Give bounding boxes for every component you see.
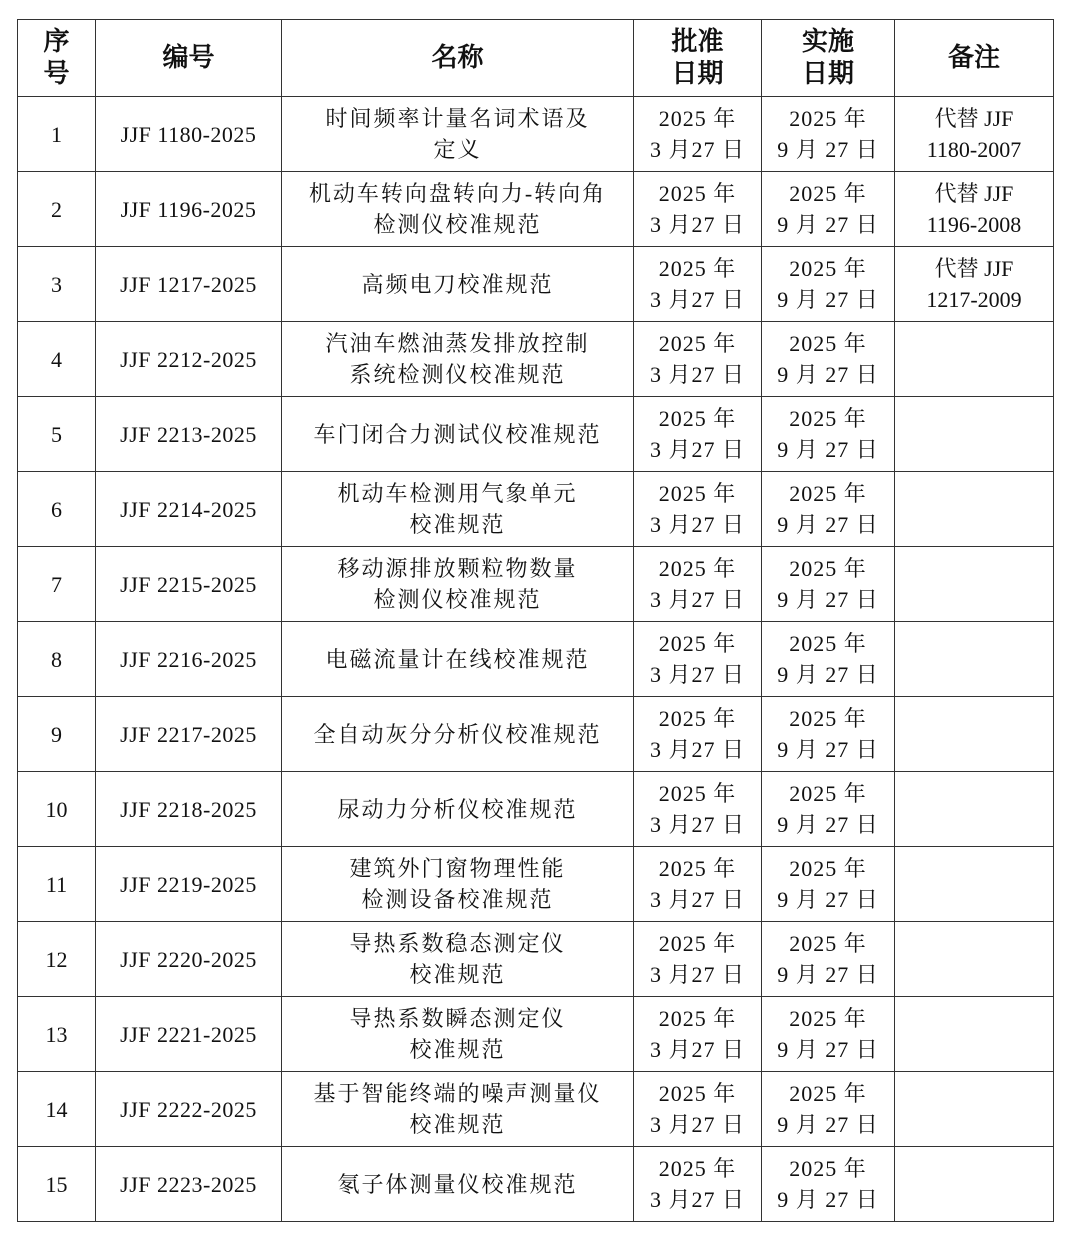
header-effective-line: 日期 xyxy=(801,59,854,89)
cell-effective-date-line: 2025 年 xyxy=(789,406,867,431)
cell-approval-date xyxy=(634,1147,762,1222)
cell-code: JJF 2221-2025 xyxy=(96,997,282,1072)
cell-effective-date xyxy=(762,1147,895,1222)
cell-effective-date-line: 9 月 27 日 xyxy=(777,437,879,462)
cell-approval-date xyxy=(634,922,762,997)
cell-code: JJF 2220-2025 xyxy=(96,922,282,997)
cell-approval-date-line: 3 月27 日 xyxy=(649,512,745,537)
cell-code: JJF 2219-2025 xyxy=(96,847,282,922)
cell-name xyxy=(282,472,634,547)
cell-seq: 7 xyxy=(18,547,96,622)
cell-approval-date-line: 3 月27 日 xyxy=(649,962,745,987)
cell-name xyxy=(282,997,634,1072)
cell-name-line: 校准规范 xyxy=(409,1112,506,1137)
cell-note xyxy=(895,1147,1054,1222)
cell-note-line: 代替 JJF xyxy=(934,181,1014,206)
table-row xyxy=(18,847,1054,922)
cell-effective-date-line: 2025 年 xyxy=(789,331,867,356)
cell-seq: 2 xyxy=(18,172,96,247)
cell-effective-date xyxy=(762,1072,895,1147)
cell-approval-date-line: 3 月27 日 xyxy=(649,887,745,912)
header-effective-line: 实施 xyxy=(801,27,854,57)
cell-effective-date xyxy=(762,922,895,997)
cell-effective-date xyxy=(762,772,895,847)
cell-name-line: 移动源排放颗粒物数量 xyxy=(337,556,578,581)
cell-effective-date-line: 9 月 27 日 xyxy=(777,1112,879,1137)
cell-note xyxy=(895,922,1054,997)
cell-name-line: 系统检测仪校准规范 xyxy=(349,362,566,387)
cell-approval-date xyxy=(634,172,762,247)
header-name-line: 名称 xyxy=(431,43,484,73)
table-row xyxy=(18,772,1054,847)
cell-effective-date-line: 2025 年 xyxy=(789,481,867,506)
cell-approval-date-line: 3 月27 日 xyxy=(649,1187,745,1212)
cell-note-line: 1217-2009 xyxy=(926,287,1022,312)
cell-effective-date-line: 2025 年 xyxy=(789,1081,867,1106)
cell-seq: 13 xyxy=(18,997,96,1072)
cell-note xyxy=(895,997,1054,1072)
cell-approval-date-line: 2025 年 xyxy=(658,106,737,131)
cell-name-line: 电磁流量计在线校准规范 xyxy=(325,646,590,672)
cell-effective-date-line: 9 月 27 日 xyxy=(777,587,879,612)
cell-effective-date-line: 9 月 27 日 xyxy=(777,512,879,537)
standards-table-container xyxy=(17,19,1054,1222)
table-row xyxy=(18,922,1054,997)
cell-effective-date xyxy=(762,472,895,547)
cell-effective-date-line: 9 月 27 日 xyxy=(777,887,879,912)
cell-code: JJF 2222-2025 xyxy=(96,1072,282,1147)
cell-effective-date-line: 2025 年 xyxy=(789,781,867,806)
cell-approval-date-line: 2025 年 xyxy=(658,556,737,581)
cell-note xyxy=(895,1072,1054,1147)
cell-effective-date-line: 9 月 27 日 xyxy=(777,212,879,237)
cell-name xyxy=(282,1072,634,1147)
cell-name xyxy=(282,622,634,697)
cell-approval-date xyxy=(634,547,762,622)
cell-effective-date-line: 9 月 27 日 xyxy=(777,737,879,762)
cell-approval-date-line: 2025 年 xyxy=(658,856,737,881)
cell-note xyxy=(895,97,1054,172)
cell-approval-date xyxy=(634,397,762,472)
cell-note-line: 代替 JJF xyxy=(934,256,1014,281)
cell-approval-date xyxy=(634,997,762,1072)
table-row xyxy=(18,697,1054,772)
cell-effective-date xyxy=(762,997,895,1072)
cell-note-line: 1180-2007 xyxy=(926,137,1022,162)
cell-effective-date-line: 2025 年 xyxy=(789,256,867,281)
cell-seq: 14 xyxy=(18,1072,96,1147)
cell-code: JJF 2215-2025 xyxy=(96,547,282,622)
cell-seq: 9 xyxy=(18,697,96,772)
table-row xyxy=(18,172,1054,247)
cell-seq: 6 xyxy=(18,472,96,547)
cell-approval-date-line: 3 月27 日 xyxy=(649,1037,745,1062)
cell-effective-date xyxy=(762,397,895,472)
cell-approval-date-line: 3 月27 日 xyxy=(649,437,745,462)
cell-effective-date-line: 9 月 27 日 xyxy=(777,662,879,687)
cell-note xyxy=(895,547,1054,622)
cell-effective-date-line: 2025 年 xyxy=(789,181,867,206)
cell-name xyxy=(282,397,634,472)
cell-approval-date-line: 2025 年 xyxy=(658,406,737,431)
cell-name-line: 校准规范 xyxy=(409,1037,506,1062)
cell-name xyxy=(282,97,634,172)
cell-name-line: 检测仪校准规范 xyxy=(373,587,542,612)
cell-effective-date-line: 9 月 27 日 xyxy=(777,812,879,837)
cell-code: JJF 2223-2025 xyxy=(96,1147,282,1222)
cell-note xyxy=(895,322,1054,397)
table-header-row xyxy=(18,20,1054,97)
cell-effective-date xyxy=(762,547,895,622)
cell-name xyxy=(282,172,634,247)
cell-name-line: 高频电刀校准规范 xyxy=(361,271,554,297)
header-approval-date xyxy=(634,20,762,97)
cell-approval-date-line: 3 月27 日 xyxy=(649,137,745,162)
cell-name xyxy=(282,922,634,997)
cell-code: JJF 2218-2025 xyxy=(96,772,282,847)
table-body xyxy=(18,97,1054,1222)
cell-name-line: 氡子体测量仪校准规范 xyxy=(337,1171,578,1197)
cell-name-line: 定义 xyxy=(433,137,482,162)
cell-approval-date-line: 3 月27 日 xyxy=(649,362,745,387)
cell-name xyxy=(282,247,634,322)
cell-effective-date-line: 2025 年 xyxy=(789,1156,867,1181)
cell-approval-date xyxy=(634,97,762,172)
cell-effective-date-line: 2025 年 xyxy=(789,631,867,656)
cell-effective-date-line: 9 月 27 日 xyxy=(777,962,879,987)
cell-seq: 4 xyxy=(18,322,96,397)
cell-seq: 5 xyxy=(18,397,96,472)
cell-name-line: 汽油车燃油蒸发排放控制 xyxy=(325,331,590,356)
cell-approval-date xyxy=(634,247,762,322)
cell-seq: 8 xyxy=(18,622,96,697)
header-note-line: 备注 xyxy=(947,43,1000,73)
table-row xyxy=(18,472,1054,547)
cell-effective-date-line: 9 月 27 日 xyxy=(777,362,879,387)
cell-seq: 12 xyxy=(18,922,96,997)
cell-code: JJF 1217-2025 xyxy=(96,247,282,322)
cell-name-line: 建筑外门窗物理性能 xyxy=(349,856,566,881)
cell-name xyxy=(282,322,634,397)
table-row xyxy=(18,547,1054,622)
table-row xyxy=(18,1147,1054,1222)
cell-note-line: 1196-2008 xyxy=(926,212,1022,237)
cell-effective-date xyxy=(762,97,895,172)
cell-approval-date-line: 2025 年 xyxy=(658,631,737,656)
cell-effective-date-line: 2025 年 xyxy=(789,931,867,956)
cell-approval-date xyxy=(634,772,762,847)
cell-name-line: 导热系数稳态测定仪 xyxy=(349,931,566,956)
header-effective-date xyxy=(762,20,895,97)
cell-effective-date-line: 9 月 27 日 xyxy=(777,1037,879,1062)
cell-seq: 15 xyxy=(18,1147,96,1222)
cell-note xyxy=(895,847,1054,922)
table-row xyxy=(18,622,1054,697)
header-name xyxy=(282,20,634,97)
cell-note xyxy=(895,397,1054,472)
cell-name-line: 尿动力分析仪校准规范 xyxy=(337,796,578,822)
header-seq-line: 号 xyxy=(43,59,70,89)
cell-approval-date-line: 2025 年 xyxy=(658,481,737,506)
cell-effective-date-line: 9 月 27 日 xyxy=(777,1187,879,1212)
cell-approval-date-line: 3 月27 日 xyxy=(649,812,745,837)
table-row xyxy=(18,997,1054,1072)
cell-approval-date-line: 3 月27 日 xyxy=(649,587,745,612)
cell-approval-date-line: 3 月27 日 xyxy=(649,1112,745,1137)
cell-note-line: 代替 JJF xyxy=(934,106,1014,131)
cell-name-line: 基于智能终端的噪声测量仪 xyxy=(313,1081,602,1106)
cell-name-line: 机动车转向盘转向力-转向角 xyxy=(308,181,607,206)
cell-approval-date-line: 2025 年 xyxy=(658,931,737,956)
cell-note xyxy=(895,472,1054,547)
cell-approval-date xyxy=(634,1072,762,1147)
cell-name xyxy=(282,547,634,622)
cell-code: JJF 2213-2025 xyxy=(96,397,282,472)
header-code xyxy=(96,20,282,97)
cell-note xyxy=(895,697,1054,772)
cell-seq: 1 xyxy=(18,97,96,172)
table-row xyxy=(18,322,1054,397)
cell-name xyxy=(282,1147,634,1222)
cell-approval-date-line: 2025 年 xyxy=(658,256,737,281)
cell-effective-date xyxy=(762,622,895,697)
cell-note xyxy=(895,172,1054,247)
standards-table xyxy=(17,19,1054,1222)
cell-effective-date xyxy=(762,247,895,322)
cell-approval-date-line: 2025 年 xyxy=(658,331,737,356)
cell-effective-date-line: 2025 年 xyxy=(789,1006,867,1031)
table-row xyxy=(18,247,1054,322)
cell-code: JJF 2212-2025 xyxy=(96,322,282,397)
cell-name-line: 检测设备校准规范 xyxy=(361,887,554,912)
cell-effective-date-line: 2025 年 xyxy=(789,856,867,881)
header-seq-line: 序 xyxy=(43,27,70,57)
cell-name-line: 时间频率计量名词术语及 xyxy=(325,106,590,131)
header-approval-line: 批准 xyxy=(671,27,724,57)
cell-approval-date-line: 3 月27 日 xyxy=(649,662,745,687)
cell-note xyxy=(895,247,1054,322)
header-note xyxy=(895,20,1054,97)
cell-code: JJF 2214-2025 xyxy=(96,472,282,547)
cell-effective-date-line: 9 月 27 日 xyxy=(777,137,879,162)
cell-approval-date-line: 2025 年 xyxy=(658,1156,737,1181)
cell-name-line: 导热系数瞬态测定仪 xyxy=(349,1006,566,1031)
header-code-line: 编号 xyxy=(162,43,215,73)
cell-approval-date-line: 2025 年 xyxy=(658,781,737,806)
cell-code: JJF 2216-2025 xyxy=(96,622,282,697)
cell-note xyxy=(895,622,1054,697)
cell-approval-date-line: 3 月27 日 xyxy=(649,737,745,762)
cell-name-line: 校准规范 xyxy=(409,962,506,987)
header-seq xyxy=(18,20,96,97)
cell-effective-date xyxy=(762,172,895,247)
cell-seq: 10 xyxy=(18,772,96,847)
cell-approval-date-line: 2025 年 xyxy=(658,1081,737,1106)
cell-name-line: 车门闭合力测试仪校准规范 xyxy=(313,421,602,447)
cell-seq: 3 xyxy=(18,247,96,322)
cell-approval-date-line: 3 月27 日 xyxy=(649,287,745,312)
cell-approval-date-line: 2025 年 xyxy=(658,1006,737,1031)
cell-approval-date xyxy=(634,847,762,922)
cell-approval-date xyxy=(634,622,762,697)
cell-effective-date xyxy=(762,322,895,397)
cell-effective-date xyxy=(762,847,895,922)
cell-name-line: 检测仪校准规范 xyxy=(373,212,542,237)
cell-approval-date-line: 2025 年 xyxy=(658,181,737,206)
cell-code: JJF 2217-2025 xyxy=(96,697,282,772)
cell-name-line: 机动车检测用气象单元 xyxy=(337,481,578,506)
cell-effective-date-line: 2025 年 xyxy=(789,706,867,731)
cell-approval-date xyxy=(634,697,762,772)
cell-name-line: 校准规范 xyxy=(409,512,506,537)
table-row xyxy=(18,1072,1054,1147)
table-row xyxy=(18,97,1054,172)
cell-approval-date xyxy=(634,472,762,547)
cell-effective-date-line: 9 月 27 日 xyxy=(777,287,879,312)
cell-note xyxy=(895,772,1054,847)
table-row xyxy=(18,397,1054,472)
header-approval-line: 日期 xyxy=(671,59,724,89)
cell-name-line: 全自动灰分分析仪校准规范 xyxy=(313,721,602,747)
cell-approval-date-line: 3 月27 日 xyxy=(649,212,745,237)
cell-name xyxy=(282,772,634,847)
cell-name xyxy=(282,847,634,922)
cell-effective-date xyxy=(762,697,895,772)
cell-code: JJF 1196-2025 xyxy=(96,172,282,247)
cell-approval-date-line: 2025 年 xyxy=(658,706,737,731)
cell-name xyxy=(282,697,634,772)
cell-seq: 11 xyxy=(18,847,96,922)
cell-effective-date-line: 2025 年 xyxy=(789,556,867,581)
cell-approval-date xyxy=(634,322,762,397)
cell-effective-date-line: 2025 年 xyxy=(789,106,867,131)
cell-code: JJF 1180-2025 xyxy=(96,97,282,172)
